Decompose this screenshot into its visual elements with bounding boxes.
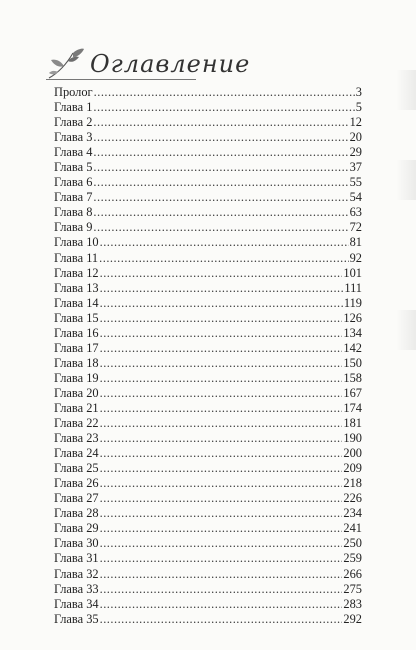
- toc-entry[interactable]: [54, 220, 362, 235]
- toc-entry-title: Глава 34: [54, 596, 99, 611]
- toc-entry[interactable]: [54, 296, 362, 311]
- title-underline: [46, 79, 196, 80]
- toc-entry-title: Глава 30: [54, 536, 99, 551]
- toc-entry-page-number: 12: [349, 115, 362, 130]
- toc-leader-dots: [100, 235, 349, 250]
- toc-entry-page-number: 181: [343, 416, 362, 431]
- toc-entry-page-number: 259: [343, 551, 362, 566]
- toc-entry-page-number: 218: [343, 476, 362, 491]
- toc-entry[interactable]: [54, 115, 362, 130]
- toc-leader-dots: [100, 386, 343, 401]
- toc-entry-page-number: 292: [343, 611, 362, 626]
- toc-entry[interactable]: [54, 175, 362, 190]
- toc-leader-dots: [100, 311, 343, 326]
- toc-entry[interactable]: [54, 446, 362, 461]
- toc-entry-page-number: 134: [343, 325, 362, 340]
- toc-entry-title: Глава 16: [54, 325, 99, 340]
- toc-leader-dots: [100, 446, 343, 461]
- toc-entry[interactable]: [54, 100, 362, 115]
- table-of-contents: [54, 85, 362, 627]
- toc-leader-dots: [100, 281, 344, 296]
- toc-entry-title: Глава 11: [54, 250, 99, 265]
- toc-leader-dots: [99, 251, 348, 266]
- toc-leader-dots: [100, 551, 343, 566]
- toc-entry-page-number: 200: [343, 446, 362, 461]
- toc-entry[interactable]: [54, 582, 362, 597]
- toc-entry-page-number: 142: [343, 340, 362, 355]
- toc-entry-page-number: 3: [355, 85, 362, 99]
- toc-leader-dots: [100, 266, 343, 281]
- toc-entry-title: Глава 27: [54, 491, 99, 506]
- toc-leader-dots: [100, 341, 343, 356]
- toc-entry[interactable]: [54, 476, 362, 491]
- toc-entry[interactable]: [54, 160, 362, 175]
- toc-entry[interactable]: [54, 190, 362, 205]
- toc-entry-page-number: 111: [344, 280, 362, 295]
- toc-leader-dots: [93, 100, 354, 115]
- page-edge-shadow: [396, 70, 416, 110]
- toc-entry[interactable]: [54, 266, 362, 281]
- toc-leader-dots: [100, 461, 343, 476]
- toc-entry[interactable]: [54, 326, 362, 341]
- toc-leader-dots: [93, 205, 348, 220]
- toc-leader-dots: [93, 190, 348, 205]
- toc-entry-page-number: 158: [343, 370, 362, 385]
- toc-entry-title: Глава 3: [54, 130, 93, 145]
- toc-entry[interactable]: [54, 416, 362, 431]
- toc-entry-page-number: 275: [343, 581, 362, 596]
- page-edge-shadow: [396, 310, 416, 350]
- toc-entry-page-number: 126: [343, 310, 362, 325]
- toc-leader-dots: [100, 582, 343, 597]
- toc-entry-page-number: 72: [349, 220, 362, 235]
- toc-entry[interactable]: [54, 506, 362, 521]
- toc-leader-dots: [93, 130, 348, 145]
- leaf-branch-icon: [46, 47, 86, 81]
- toc-entry-page-number: 250: [343, 536, 362, 551]
- toc-entry[interactable]: [54, 341, 362, 356]
- toc-leader-dots: [100, 567, 343, 582]
- toc-entry-title: Глава 33: [54, 581, 99, 596]
- toc-entry-page-number: 167: [343, 385, 362, 400]
- toc-entry[interactable]: [54, 251, 362, 266]
- toc-entry-page-number: 226: [343, 491, 362, 506]
- toc-entry-title: Глава 24: [54, 446, 99, 461]
- toc-entry-page-number: 234: [343, 506, 362, 521]
- toc-entry-title: Глава 28: [54, 506, 99, 521]
- toc-leader-dots: [100, 431, 343, 446]
- toc-leader-dots: [100, 506, 343, 521]
- toc-entry[interactable]: [54, 612, 362, 627]
- toc-entry-title: Глава 19: [54, 370, 99, 385]
- toc-entry[interactable]: [54, 401, 362, 416]
- toc-entry-title: Глава 6: [54, 175, 93, 190]
- toc-entry-title: Глава 21: [54, 400, 99, 415]
- toc-header: [46, 44, 250, 84]
- toc-leader-dots: [93, 115, 348, 130]
- toc-leader-dots: [100, 401, 343, 416]
- toc-entry[interactable]: [54, 130, 362, 145]
- toc-entry-title: Глава 2: [54, 115, 93, 130]
- toc-entry-title: Глава 26: [54, 476, 99, 491]
- toc-entry-page-number: 54: [349, 190, 362, 205]
- toc-leader-dots: [100, 326, 343, 341]
- toc-entry[interactable]: [54, 521, 362, 536]
- toc-entry-page-number: 283: [343, 596, 362, 611]
- toc-entry-page-number: 209: [343, 461, 362, 476]
- toc-entry-title: Глава 1: [54, 100, 93, 115]
- toc-leader-dots: [93, 145, 348, 160]
- toc-leader-dots: [100, 536, 343, 551]
- toc-entry-title: Глава 29: [54, 521, 99, 536]
- toc-leader-dots: [100, 416, 343, 431]
- toc-entry-title: Глава 13: [54, 280, 99, 295]
- toc-entry[interactable]: [54, 356, 362, 371]
- toc-entry-title: Глава 35: [54, 611, 99, 626]
- toc-leader-dots: [100, 371, 343, 386]
- toc-leader-dots: [100, 476, 343, 491]
- toc-entry-title: Глава 10: [54, 235, 99, 250]
- toc-entry[interactable]: [54, 461, 362, 476]
- toc-entry-title: Глава 7: [54, 190, 93, 205]
- toc-entry[interactable]: [54, 536, 362, 551]
- toc-entry-title: Глава 31: [54, 551, 99, 566]
- toc-entry[interactable]: [54, 371, 362, 386]
- toc-entry-page-number: 190: [343, 431, 362, 446]
- toc-entry-title: Глава 25: [54, 461, 99, 476]
- toc-leader-dots: [93, 175, 348, 190]
- toc-entry[interactable]: [54, 281, 362, 296]
- toc-entry-page-number: 92: [349, 250, 362, 265]
- toc-entry-page-number: 20: [349, 130, 362, 145]
- toc-entry-title: Пролог: [54, 85, 93, 99]
- toc-leader-dots: [100, 356, 343, 371]
- page-edge-shadow: [396, 160, 416, 200]
- toc-entry[interactable]: [54, 567, 362, 582]
- toc-entry-page-number: 81: [349, 235, 362, 250]
- toc-leader-dots: [100, 491, 343, 506]
- toc-entry[interactable]: [54, 145, 362, 160]
- toc-entry-title: Глава 20: [54, 385, 99, 400]
- toc-entry[interactable]: [54, 431, 362, 446]
- toc-entry[interactable]: [54, 205, 362, 220]
- toc-leader-dots: [93, 220, 348, 235]
- toc-leader-dots: [100, 521, 343, 536]
- toc-entry-page-number: 55: [349, 175, 362, 190]
- toc-entry[interactable]: [54, 597, 362, 612]
- toc-leader-dots: [100, 597, 343, 612]
- toc-entry-page-number: 63: [349, 205, 362, 220]
- toc-leader-dots: [100, 612, 343, 627]
- toc-entry-title: Глава 14: [54, 295, 99, 310]
- toc-leader-dots: [93, 160, 348, 175]
- toc-entry-title: Глава 18: [54, 355, 99, 370]
- toc-entry-title: Глава 23: [54, 431, 99, 446]
- toc-entry-title: Глава 12: [54, 265, 99, 280]
- toc-entry-page-number: 101: [343, 265, 362, 280]
- toc-leader-dots: [94, 85, 355, 100]
- toc-entry-title: Глава 5: [54, 160, 93, 175]
- toc-entry[interactable]: [54, 386, 362, 401]
- toc-entry-title: Глава 32: [54, 566, 99, 581]
- toc-entry-page-number: 174: [343, 400, 362, 415]
- toc-entry[interactable]: [54, 235, 362, 250]
- toc-entry-title: Глава 15: [54, 310, 99, 325]
- toc-entry-page-number: 119: [343, 295, 362, 310]
- toc-entry[interactable]: [54, 551, 362, 566]
- toc-entry-page-number: 241: [343, 521, 362, 536]
- toc-entry-title: Глава 8: [54, 205, 93, 220]
- toc-entry-page-number: 266: [343, 566, 362, 581]
- toc-leader-dots: [100, 296, 343, 311]
- toc-entry[interactable]: [54, 85, 362, 100]
- toc-entry[interactable]: [54, 311, 362, 326]
- toc-entry-page-number: 29: [349, 145, 362, 160]
- toc-entry-page-number: 5: [355, 100, 362, 115]
- page-title: Оглавление: [90, 50, 251, 78]
- toc-entry-page-number: 37: [349, 160, 362, 175]
- toc-entry-title: Глава 4: [54, 145, 93, 160]
- toc-entry[interactable]: [54, 491, 362, 506]
- toc-entry-title: Глава 9: [54, 220, 93, 235]
- toc-entry-page-number: 150: [343, 355, 362, 370]
- toc-entry-title: Глава 17: [54, 340, 99, 355]
- toc-entry-title: Глава 22: [54, 416, 99, 431]
